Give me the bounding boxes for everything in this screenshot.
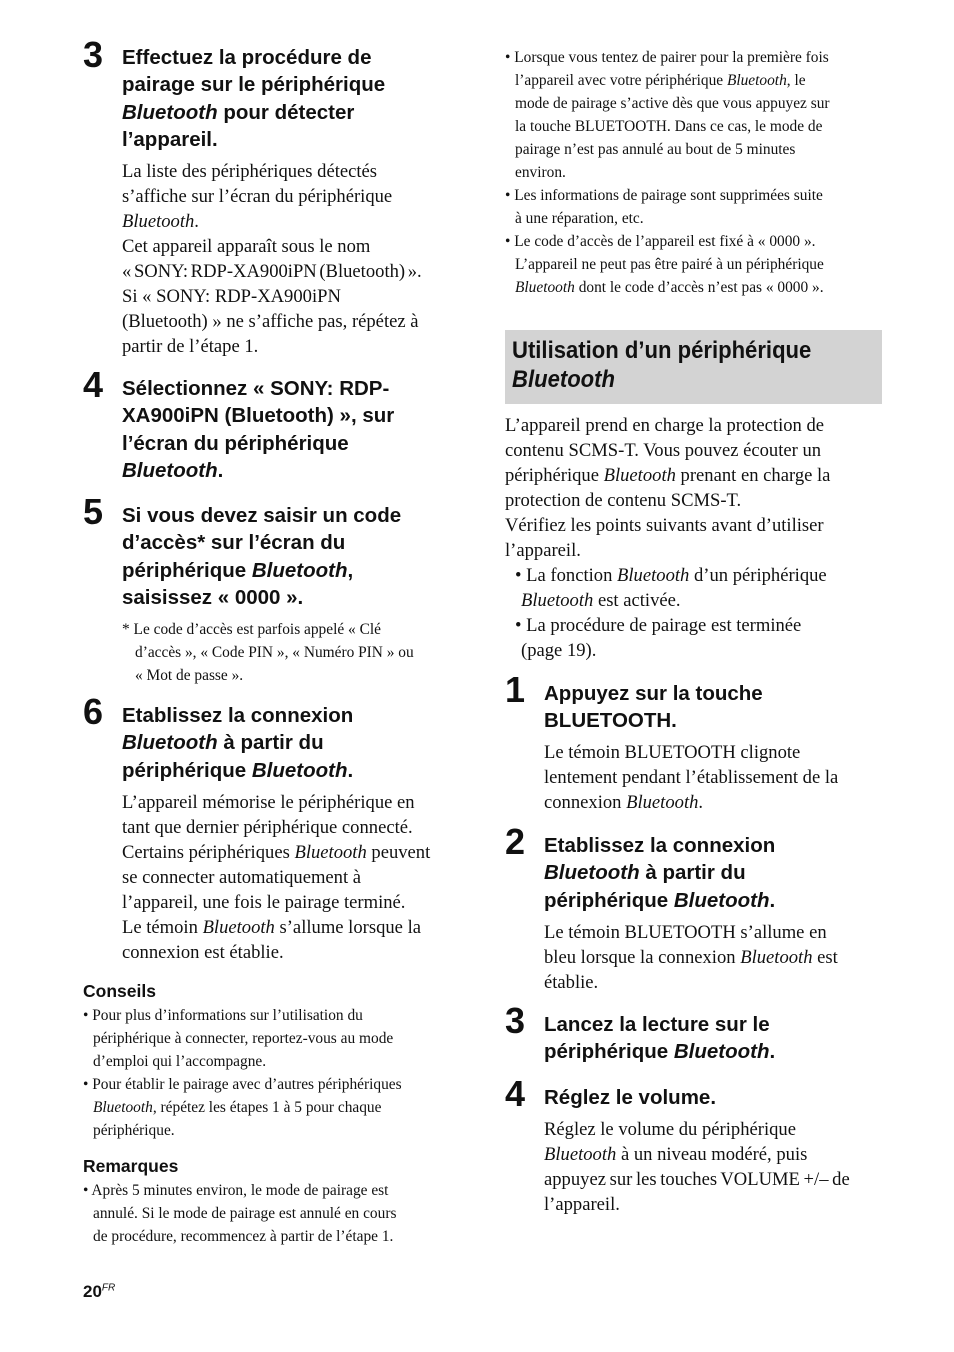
step-number: 3: [505, 1000, 526, 1041]
step-number: 4: [505, 1073, 526, 1114]
page-number: $20^{FR}$: [83, 1282, 116, 1301]
step-4-heading: Sélectionnez « SONY: RDP- XA900iPN (Bluetooth) », sur l’écran du périphérique Bluetooth.: [122, 377, 395, 482]
section-title: Utilisation d’un périphérique Bluetooth: [512, 337, 812, 393]
remarques-continued: • Lorsque vous tentez de pairer pour la première fois l’appareil avec votre périphérique Bluetooth, le mode de pairage s’active dès que vous appuyez sur la touche BLUETOOTH. Dans ce cas, le mode de pairage n’est pas annulé au bout de 5 minutes environ. • Les informations de pairage sont supprimées suite à une réparation, etc. • Le code d’accès de l’appareil est fixé à « 0000 ». L’appareil ne peut pas être pairé à un périphérique Bluetooth dont le code d’accès n’est pas « 0000 ».: [505, 49, 830, 296]
remarques-list: • Après 5 minutes environ, le mode de pairage est annulé. Si le mode de pairage est annulé en cours de procédure, recommencez à partir de l’étape 1.: [83, 1182, 397, 1245]
step-number: 5: [83, 491, 104, 532]
remarques-title: Remarques: [83, 1156, 179, 1176]
step-1-heading: Appuyez sur la touche BLUETOOTH.: [544, 682, 763, 733]
section-intro: L’appareil prend en charge la protection de contenu SCMS-T. Vous pouvez écouter un périphérique Bluetooth prenant en charge la protection de contenu SCMS-T. Vérifiez les points suivants avant d’utiliser l’appareil. • La fonction Bluetooth d’un périphérique Bluetooth est activée. • La procédure de pairage est terminée (page 19).: [505, 415, 831, 661]
step-5-note: * Le code d’accès est parfois appelé « Clé d’accès », « Code PIN », « Numéro PIN » ou « Mot de passe ».: [122, 621, 414, 684]
step-1-body: Le témoin BLUETOOTH clignote lentement pendant l’établissement de la connexion Bluetooth.: [544, 742, 839, 813]
step-number: 6: [83, 691, 104, 732]
step-5-heading: Si vous devez saisir un code d’accès* sur l’écran du périphérique Bluetooth, saisissez « 0000 ».: [122, 504, 402, 609]
step-number: 1: [505, 669, 526, 710]
conseils-title: Conseils: [83, 981, 156, 1001]
step-number: 2: [505, 821, 526, 862]
step-4-right-body: Réglez le volume du périphérique Bluetooth à un niveau modéré, puis appuyez sur les touches VOLUME +/– de l’appareil.: [544, 1119, 850, 1215]
step-4-right-heading: Réglez le volume.: [544, 1086, 717, 1109]
step-number: 4: [83, 364, 104, 405]
conseils-list: • Pour plus d’informations sur l’utilisation du périphérique à connecter, reportez-vous au mode d’emploi qui l’accompagne. • Pour établir le pairage avec d’autres périphériques Bluetooth, répétez les étapes 1 à 5 pour chaque périphérique.: [83, 1007, 402, 1139]
step-2-body: Le témoin BLUETOOTH s’allume en bleu lorsque la connexion Bluetooth est établie.: [544, 922, 838, 993]
step-2-heading: Etablissez la connexion Bluetooth à partir du périphérique Bluetooth.: [544, 834, 776, 912]
step-3-body: La liste des périphériques détectés s’affiche sur l’écran du périphérique Bluetooth. Cet appareil apparaît sous le nom « SONY: RDP-XA900iPN (Bluetooth) ». Si « SONY: RDP-XA900iPN (Bluetooth) » ne s’affiche pas, répétez à partir de l’étape 1.: [122, 161, 422, 357]
step-6-heading: Etablissez la connexion Bluetooth à partir du périphérique Bluetooth.: [122, 704, 354, 782]
step-number: 3: [83, 34, 104, 75]
step-3-right-heading: Lancez la lecture sur le périphérique Bluetooth.: [544, 1013, 776, 1064]
step-6-body: L’appareil mémorise le périphérique en tant que dernier périphérique connecté. Certains périphériques Bluetooth peuvent se connecter automatiquement à l’appareil, une fois le pairage terminé. Le témoin Bluetooth s’allume lorsque la connexion est établie.: [122, 792, 431, 963]
